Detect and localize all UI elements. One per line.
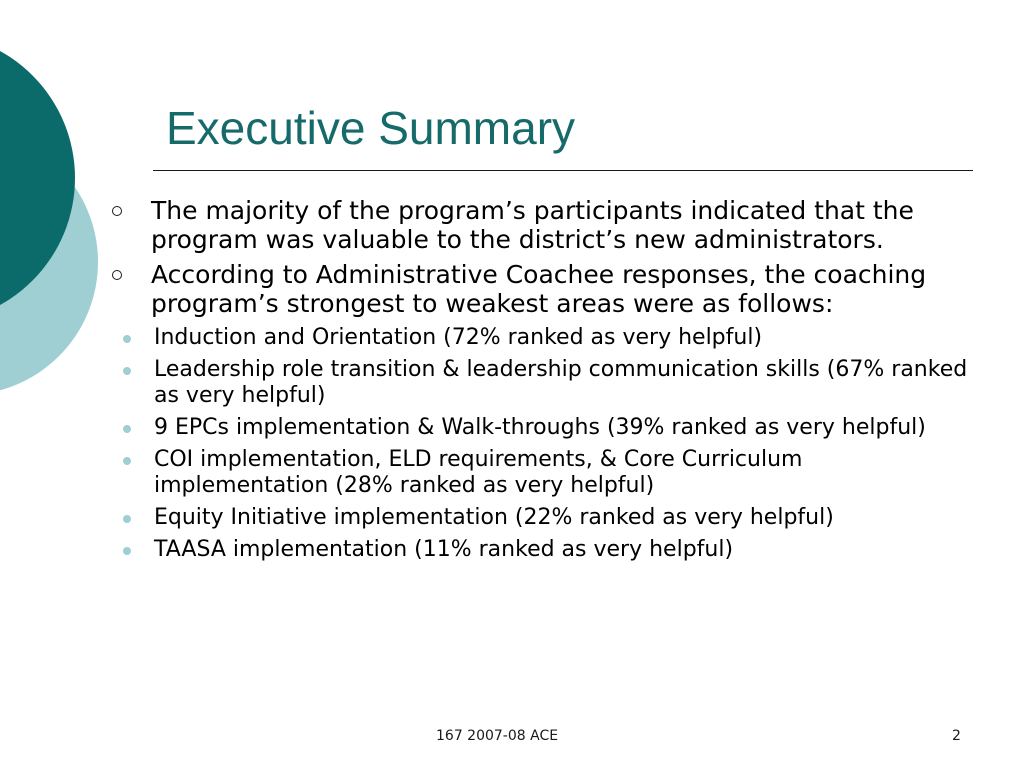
dot-bullet-icon (123, 425, 131, 433)
bullet-text: The majority of the program’s participants indicated that the program was valuable to the district’s new administrators. (151, 196, 914, 254)
bullet-item (108, 261, 968, 318)
title-divider (153, 170, 973, 171)
sub-bullet-text: COI implementation, ELD requirements, & Core Curriculum implementation (28% ranked as very helpful) (154, 447, 803, 498)
bullet-item (108, 197, 968, 254)
sub-bullet-item (108, 415, 968, 441)
sub-bullet-text: Leadership role transition & leadership communication skills (67% ranked as very helpful) (154, 357, 968, 408)
sub-bullet-text: 9 EPCs implementation & Walk-throughs (39% ranked as very helpful) (154, 415, 926, 440)
dot-bullet-icon (123, 515, 131, 523)
dot-bullet-icon (123, 547, 131, 555)
sub-bullet-item (108, 505, 968, 531)
sub-bullet-item (108, 537, 968, 563)
hollow-circle-bullet-icon (112, 206, 122, 216)
slide-body (108, 197, 968, 569)
page-number: 2 (952, 728, 961, 744)
sub-bullet-text: TAASA implementation (11% ranked as very helpful) (154, 537, 734, 562)
sub-bullet-list (108, 325, 968, 563)
sub-bullet-text: Induction and Orientation (72% ranked as very helpful) (154, 325, 763, 350)
sub-bullet-item (108, 447, 968, 499)
bullet-text: According to Administrative Coachee responses, the coaching program’s strongest to weakest areas were as follows: (151, 260, 927, 318)
hollow-circle-bullet-icon (112, 270, 122, 280)
footer-text: 167 2007-08 ACE (436, 728, 559, 744)
slide-title: Executive Summary (166, 102, 576, 154)
dot-bullet-icon (123, 367, 131, 375)
decorative-circles (0, 0, 120, 420)
sub-bullet-text: Equity Initiative implementation (22% ranked as very helpful) (154, 505, 834, 530)
sub-bullet-item (108, 357, 968, 409)
dot-bullet-icon (123, 335, 131, 343)
dot-bullet-icon (123, 457, 131, 465)
sub-bullet-item (108, 325, 968, 351)
